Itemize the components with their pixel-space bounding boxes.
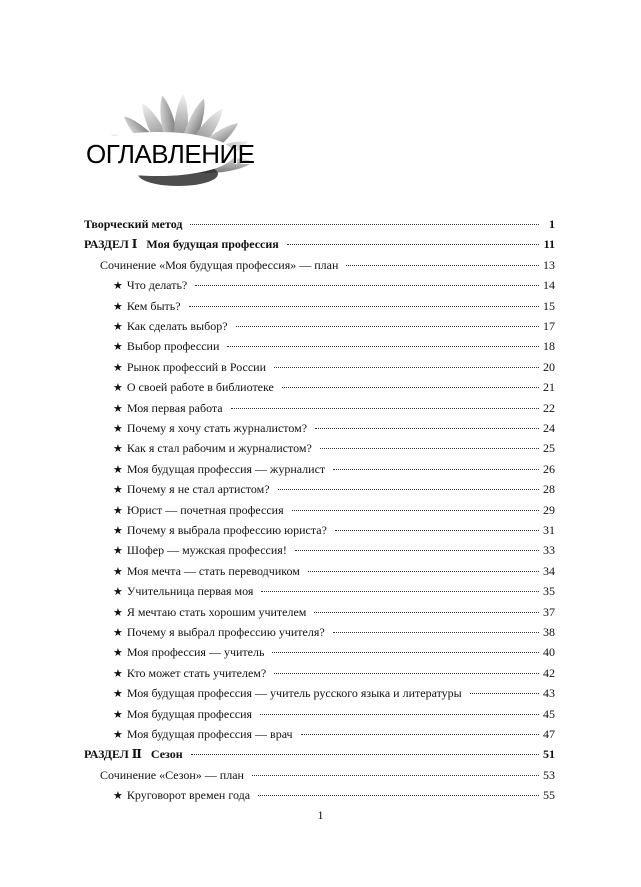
star-icon: ★ — [113, 442, 123, 456]
star-icon: ★ — [113, 789, 123, 803]
star-icon: ★ — [113, 360, 123, 374]
dot-leader — [274, 366, 539, 368]
toc-entry-page: 15 — [543, 298, 555, 313]
toc-entry-title: Почему я не стал артистом? — [126, 482, 270, 497]
toc-entry-page: 17 — [543, 319, 555, 333]
toc-entry-page: 13 — [543, 257, 555, 272]
toc-entry-title: Почему я выбрала профессию юриста? — [126, 523, 327, 537]
toc-entry[interactable] — [84, 214, 555, 234]
toc-entry-title: Кто может стать учителем? — [126, 665, 267, 680]
star-icon: ★ — [113, 585, 123, 599]
toc-entry[interactable] — [113, 561, 555, 581]
toc-entry[interactable] — [113, 438, 555, 458]
dot-leader — [190, 223, 539, 225]
toc-entry-page: 45 — [543, 706, 555, 721]
star-icon: ★ — [113, 666, 123, 680]
dot-leader — [258, 794, 539, 796]
toc-entry[interactable] — [113, 296, 555, 316]
toc-entry[interactable] — [113, 377, 555, 397]
star-icon: ★ — [113, 564, 123, 578]
toc-entry-title: Моя первая работа — [126, 400, 223, 415]
toc-entry-page: 53 — [543, 767, 555, 782]
toc-entry[interactable] — [113, 316, 555, 336]
toc-entry-title: Учительница первая моя — [126, 584, 254, 599]
star-icon: ★ — [113, 401, 123, 415]
toc-entry-title: Моя профессия — учитель — [126, 645, 265, 660]
toc-entry-page: 25 — [543, 441, 555, 456]
toc-entry-title: Шофер — мужская профессия! — [126, 543, 287, 558]
toc-entry[interactable] — [113, 500, 555, 520]
toc-entry-title: Выбор профессии — [126, 339, 220, 354]
dot-leader — [282, 386, 539, 388]
toc-entry[interactable] — [113, 540, 555, 560]
dot-leader — [292, 509, 539, 511]
toc-entry-page: 14 — [543, 278, 555, 293]
toc-entry-page: 31 — [543, 523, 555, 537]
star-icon: ★ — [113, 605, 123, 619]
toc-entry[interactable] — [113, 785, 555, 805]
toc-entry-page: 40 — [543, 645, 555, 660]
toc-entry-page: 18 — [543, 339, 555, 354]
toc-entry-page: 26 — [543, 461, 555, 476]
toc-entry[interactable] — [113, 622, 555, 642]
dot-leader — [295, 549, 539, 551]
toc-entry-title: Моя будущая профессия — врач — [126, 727, 293, 741]
toc-entry-title: Как сделать выбор? — [126, 319, 228, 333]
toc-entry[interactable] — [113, 275, 555, 295]
toc-entry-title: О своей работе в библиотеке — [126, 380, 274, 395]
dot-leader — [278, 488, 539, 490]
toc-entry-title: Кем быть? — [126, 298, 181, 313]
toc-entry[interactable] — [113, 724, 555, 744]
dot-leader — [335, 529, 539, 531]
dot-leader — [314, 611, 539, 613]
page-title: ОГЛАВЛЕНИЕ — [86, 139, 255, 169]
dot-leader — [236, 325, 539, 327]
dot-leader — [252, 774, 539, 776]
toc-entry[interactable] — [113, 418, 555, 438]
toc-entry-title: Моя будущая профессия — [126, 706, 253, 721]
toc-entry[interactable] — [113, 683, 555, 703]
toc-entry-title: Моя мечта — стать переводчиком — [126, 563, 300, 578]
toc-entry-title: Рынок профессий в России — [126, 359, 267, 374]
toc-entry-page: 11 — [543, 237, 555, 252]
dot-leader — [287, 243, 539, 245]
toc-entry[interactable] — [113, 602, 555, 622]
toc-entry-page: 51 — [543, 747, 555, 762]
star-icon: ★ — [113, 381, 123, 395]
star-icon: ★ — [113, 299, 123, 313]
toc-entry-page: 35 — [543, 584, 555, 599]
star-icon: ★ — [113, 279, 123, 293]
toc-header — [78, 92, 278, 192]
dot-leader — [308, 570, 539, 572]
toc-entry-page: 55 — [543, 788, 555, 803]
toc-entry-page: 38 — [543, 625, 555, 639]
dot-leader — [191, 753, 539, 755]
toc-entry-title: Почему я выбрал профессию учителя? — [126, 625, 325, 639]
toc-entry-title: Круговорот времен года — [126, 788, 251, 803]
toc-entry-page: 21 — [543, 380, 555, 395]
star-icon: ★ — [113, 483, 123, 497]
toc-entry[interactable] — [113, 479, 555, 499]
page-number: 1 — [317, 808, 324, 822]
toc-entry-title: РАЗДЕЛ Ⅱ Сезон — [84, 747, 183, 762]
star-icon: ★ — [113, 707, 123, 721]
toc-entry-page: 33 — [543, 543, 555, 558]
dot-leader — [260, 713, 539, 715]
star-icon: ★ — [113, 544, 123, 558]
toc-entry-title: Юрист — почетная профессия — [126, 502, 284, 517]
star-icon: ★ — [113, 646, 123, 660]
toc-entry-title: Сочинение «Сезон» — план — [100, 767, 244, 782]
toc-entry-title: Как я стал рабочим и журналистом? — [126, 441, 312, 456]
toc-entry-page: 22 — [543, 400, 555, 415]
dot-leader — [274, 672, 539, 674]
toc-entry-page: 28 — [543, 482, 555, 497]
toc-entry[interactable] — [113, 520, 555, 540]
star-icon: ★ — [113, 340, 123, 354]
toc-entry[interactable] — [113, 398, 555, 418]
star-icon: ★ — [113, 728, 123, 741]
toc-entry-title: Почему я хочу стать журналистом? — [126, 421, 308, 435]
dot-leader — [470, 692, 539, 694]
dot-leader — [315, 427, 539, 429]
star-icon: ★ — [113, 626, 123, 639]
toc-entry[interactable] — [100, 255, 555, 275]
star-icon: ★ — [113, 524, 123, 537]
toc-entry-title: РАЗДЕЛ Ⅰ Моя будущая профессия — [84, 237, 279, 252]
toc-entry-title: Творческий метод — [84, 217, 183, 231]
toc-entry[interactable] — [84, 234, 555, 254]
star-icon: ★ — [113, 687, 123, 701]
dot-leader — [346, 264, 539, 266]
toc-entry-title: Я мечтаю стать хорошим учителем — [126, 604, 307, 619]
toc-entry-page: 42 — [543, 665, 555, 680]
toc-entry-page: 24 — [543, 421, 555, 435]
toc-entry[interactable] — [113, 581, 555, 601]
toc-entry[interactable] — [113, 642, 555, 662]
dot-leader — [231, 407, 539, 409]
dot-leader — [195, 284, 539, 286]
dot-leader — [301, 733, 539, 735]
dot-leader — [333, 631, 539, 633]
dot-leader — [261, 590, 539, 592]
toc-entry[interactable] — [100, 765, 555, 785]
toc-entry-page: 1 — [549, 217, 555, 231]
toc-entry[interactable] — [113, 459, 555, 479]
dot-leader — [320, 447, 539, 449]
toc-entry[interactable] — [113, 663, 555, 683]
toc-entry[interactable] — [84, 744, 555, 764]
toc-entry[interactable] — [113, 704, 555, 724]
toc-entry-page: 20 — [543, 359, 555, 374]
toc-entry-title: Моя будущая профессия — журналист — [126, 461, 326, 476]
toc-entry-page: 47 — [543, 727, 555, 741]
toc-entry-title: Что делать? — [126, 278, 188, 293]
toc-entry[interactable] — [113, 336, 555, 356]
star-icon: ★ — [113, 320, 123, 333]
toc-entry-page: 43 — [543, 686, 555, 701]
star-icon: ★ — [113, 462, 123, 476]
toc-entry-page: 29 — [543, 502, 555, 517]
star-icon: ★ — [113, 503, 123, 517]
dot-leader — [272, 651, 539, 653]
toc-entry-page: 37 — [543, 604, 555, 619]
dot-leader — [189, 305, 539, 307]
star-icon: ★ — [113, 422, 123, 435]
toc-entry-title: Сочинение «Моя будущая профессия» — план — [100, 257, 339, 272]
toc-entry-page: 34 — [543, 563, 555, 578]
toc-entry-title: Моя будущая профессия — учитель русского языка и литературы — [126, 686, 462, 701]
dot-leader — [227, 345, 539, 347]
toc-entry[interactable] — [113, 357, 555, 377]
dot-leader — [333, 468, 539, 470]
